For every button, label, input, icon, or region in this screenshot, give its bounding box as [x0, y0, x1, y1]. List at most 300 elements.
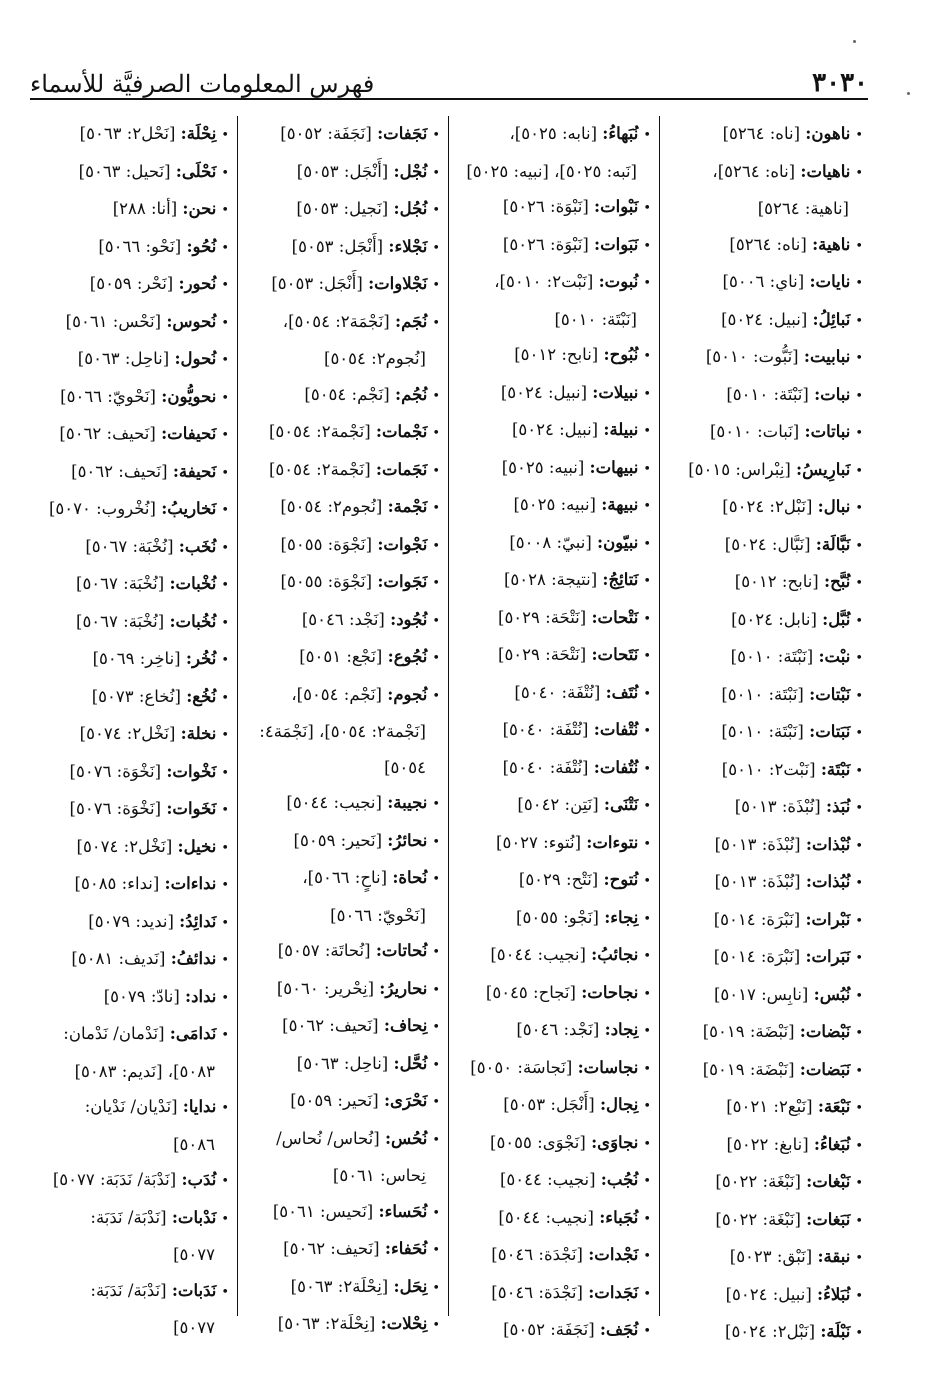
- index-entry: [455, 487, 651, 525]
- bullet-icon: •: [855, 876, 863, 891]
- entry-reference: [نَخْوَة: ٥٠٧٦]: [69, 761, 162, 781]
- entry-reference: [نجيب: ٥٠٤٤]: [498, 1207, 594, 1227]
- entry-reference: [نُبْذَة: ٥٠١٣]: [714, 834, 801, 854]
- entry-word: نِحَل:: [393, 1276, 428, 1296]
- entry-word: نَحيفة:: [172, 461, 217, 481]
- index-entry-continuation: [455, 302, 651, 338]
- bullet-icon: •: [432, 128, 440, 143]
- index-entry: [244, 564, 440, 602]
- page-number: ٣٠٣٠: [812, 68, 868, 98]
- index-entry: [455, 264, 651, 302]
- entry-word: نبيهة:: [601, 495, 639, 514]
- index-entry: [455, 1050, 651, 1088]
- bullet-icon: •: [855, 613, 863, 629]
- entry-word: ندائفُ:: [170, 949, 217, 968]
- entry-reference: [أَنْجَل: ٥٠٥٣]: [291, 236, 384, 256]
- index-entry: [666, 602, 863, 640]
- bullet-icon: •: [855, 1026, 863, 1041]
- entry-reference: [نَحير: ٥٠٥٩]: [293, 830, 383, 850]
- entry-reference: [نَبْتَة: ٥٠١٠]: [721, 684, 804, 704]
- index-entry: [244, 304, 440, 342]
- index-entry: [33, 379, 229, 417]
- entry-reference: [نَحْل٢: ٥٠٦٣]: [79, 124, 176, 143]
- entry-reference: [نَبْع٢: ٥٠٢١]: [726, 1097, 813, 1116]
- index-entry: [455, 937, 651, 975]
- bullet-icon: •: [432, 1280, 440, 1296]
- entry-word: نَبْتات:: [809, 684, 851, 704]
- entry-reference: [نَبْغَة: ٥٠٢٢]: [715, 1172, 801, 1191]
- bullet-icon: •: [221, 878, 229, 893]
- index-entry: [666, 1014, 863, 1052]
- page-header: [30, 58, 868, 96]
- bullet-icon: •: [855, 538, 863, 554]
- bullet-icon: •: [221, 915, 229, 931]
- entry-reference: [نَبْغَة: ٥٠٢٢]: [715, 1209, 801, 1229]
- entry-word: نُبَّل:: [822, 609, 851, 629]
- entry-reference: [نَجْد: ٥٠٤٦]: [301, 609, 385, 629]
- bullet-icon: •: [432, 834, 440, 850]
- entry-word: نجاسات:: [577, 1057, 639, 1077]
- entry-word: نُحُس:: [384, 1128, 428, 1148]
- entry-reference: [نَحيف: ٥٠٦٢]: [283, 1239, 380, 1258]
- entry-word: نبقة:: [817, 1247, 851, 1266]
- bullet-icon: •: [643, 911, 651, 927]
- entry-reference: [نَبْرَة: ٥٠١٤]: [713, 947, 801, 966]
- entry-word: نبيّون:: [597, 532, 639, 552]
- bullet-icon: •: [855, 688, 863, 704]
- index-entry: [33, 829, 229, 867]
- entry-reference: [نَبْت٢: ٥٠١٠]،: [494, 272, 594, 291]
- index-column-1: [660, 116, 871, 1341]
- index-entry: [33, 1200, 229, 1238]
- bullet-icon: •: [855, 388, 863, 404]
- entry-reference: [نَجَفَة: ٥٠٥٢]: [503, 1320, 595, 1339]
- index-entry: [33, 341, 229, 379]
- entry-word: نُجْل:: [393, 161, 428, 181]
- bullet-icon: •: [432, 388, 440, 404]
- index-entry: [666, 1239, 863, 1277]
- entry-reference: [ناحٍ: ٥٠٦٦]،: [302, 868, 388, 887]
- index-entry: [244, 933, 440, 971]
- entry-reference: [نبيّ: ٥٠٠٨]: [509, 532, 592, 552]
- entry-word: نَجَدات:: [588, 1282, 639, 1302]
- bullet-icon: •: [221, 165, 229, 181]
- index-entry: [244, 860, 440, 898]
- entry-reference: [نَجْمة٢: ٥٠٥٤]: [268, 422, 371, 441]
- entry-word: نبيلة:: [603, 420, 639, 439]
- entry-reference: [نَبْوَة: ٥٠٢٦]: [502, 234, 589, 254]
- index-entry: [666, 1164, 863, 1202]
- index-entry: [33, 866, 229, 904]
- entry-reference: [نُخْبَة: ٥٠٦٧]: [76, 574, 165, 593]
- entry-word: نَجْدات:: [588, 1245, 639, 1264]
- bullet-icon: •: [432, 426, 440, 441]
- entry-reference: [نَبُّوت: ٥٠١٠]: [705, 347, 799, 366]
- index-entry: [455, 189, 651, 227]
- bullet-icon: •: [855, 426, 863, 441]
- bullet-icon: •: [643, 424, 651, 439]
- entry-reference: [نُخْبَة: ٥٠٦٧]: [85, 536, 174, 556]
- index-columns: [16, 116, 871, 1341]
- index-column-2: [449, 116, 660, 1339]
- bullet-icon: •: [855, 165, 863, 181]
- entry-word: نَحيفات:: [161, 424, 217, 443]
- entry-word: نَدائِدُ:: [179, 911, 217, 931]
- bullet-icon: •: [221, 690, 229, 706]
- index-entry: [666, 264, 863, 302]
- index-entry: [244, 602, 440, 640]
- bullet-icon: •: [432, 240, 440, 256]
- index-entry: [455, 116, 651, 154]
- index-entry: [666, 714, 863, 752]
- index-entry: [244, 1121, 440, 1159]
- index-entry: [244, 639, 440, 677]
- entry-word: نُحوس:: [166, 311, 217, 331]
- index-entry-continuation: [244, 1158, 440, 1194]
- entry-reference: [ناه: ٥٢٦٤]: [722, 124, 801, 143]
- bullet-icon: •: [432, 165, 440, 181]
- entry-word: نُحَّل:: [393, 1053, 428, 1073]
- entry-word: نداد:: [185, 986, 217, 1006]
- bullet-icon: •: [221, 128, 229, 143]
- index-entry: [666, 864, 863, 902]
- index-entry: [33, 229, 229, 267]
- entry-word: نُتَف:: [605, 682, 639, 702]
- index-entry: [455, 412, 651, 450]
- entry-reference: [نَدْيان/ نَدْيان:: [84, 1097, 178, 1116]
- entry-word: ندايا:: [182, 1097, 217, 1116]
- bullet-icon: •: [643, 799, 651, 814]
- entry-word: نحويُّون:: [161, 386, 217, 406]
- entry-reference: [نَجْم: ٥٠٥٤]: [304, 384, 390, 404]
- index-entry: [455, 787, 651, 825]
- entry-reference: [نَجْو: ٥٠٥٥]: [516, 907, 599, 927]
- entry-word: نَحْلَى:: [175, 161, 217, 181]
- page-title: فهرس المعلومات الصرفيَّة للأسماء: [30, 70, 375, 98]
- index-entry: [666, 339, 863, 377]
- bullet-icon: •: [855, 988, 863, 1004]
- entry-word: نبات:: [814, 384, 851, 404]
- bullet-icon: •: [432, 1132, 440, 1148]
- index-entry-continuation: [33, 1054, 229, 1090]
- entry-reference: [نَحْس: ٥٠٦١]: [65, 311, 162, 331]
- index-entry: [244, 971, 440, 1009]
- entry-word: نَجَفات:: [377, 124, 428, 143]
- index-entry: [666, 639, 863, 677]
- scan-speck: [853, 40, 856, 43]
- entry-reference: [نَتْح: ٥٠٢٩]: [518, 870, 599, 889]
- entry-word: نبيلات:: [592, 382, 639, 402]
- entry-word: نُحول:: [174, 349, 217, 368]
- index-entry: [244, 191, 440, 229]
- entry-reference: [نَتِن: ٥٠٤٢]: [517, 795, 599, 814]
- bullet-icon: •: [221, 465, 229, 481]
- entry-word: نبيهات:: [589, 457, 639, 477]
- bullet-icon: •: [221, 1028, 229, 1043]
- bullet-icon: •: [221, 390, 229, 406]
- entry-word: نجاحات:: [581, 982, 639, 1002]
- bullet-icon: •: [855, 313, 863, 329]
- bullet-icon: •: [855, 1063, 863, 1079]
- entry-word: نبْت:: [818, 647, 851, 666]
- bullet-icon: •: [855, 1213, 863, 1229]
- entry-reference: ٥٠٥٤]: [384, 757, 426, 777]
- index-entry: [33, 1162, 229, 1200]
- bullet-icon: •: [643, 874, 651, 889]
- index-entry: [666, 1277, 863, 1315]
- bullet-icon: •: [643, 128, 651, 143]
- entry-reference: [نابح: ٥٠١٢]: [514, 345, 599, 364]
- entry-reference: [نُبْذَة: ٥٠١٣]: [714, 872, 801, 891]
- index-entry: [455, 862, 651, 900]
- entry-reference: ٥٠٧٧]: [173, 1318, 215, 1337]
- entry-word: نجائبُ:: [591, 945, 639, 964]
- entry-reference: [نَبْل٢: ٥٠٢٤]: [725, 1322, 816, 1341]
- entry-reference: [نَتْحَة: ٥٠٢٩]: [498, 607, 587, 627]
- entry-word: نَجْمات:: [375, 422, 428, 441]
- entry-word: نخيل:: [177, 836, 217, 856]
- entry-reference: [نَجيل: ٥٠٥٣]: [296, 199, 389, 218]
- bullet-icon: •: [221, 353, 229, 368]
- entry-reference: [نتيجة: ٥٠٢٨]: [503, 570, 598, 589]
- index-entry: [244, 452, 440, 490]
- bullet-icon: •: [643, 1249, 651, 1264]
- entry-reference: [نُتوء: ٥٠٢٧]: [496, 832, 582, 852]
- index-entry: [455, 675, 651, 713]
- index-entry: [33, 904, 229, 942]
- index-entry: [666, 489, 863, 527]
- bullet-icon: •: [221, 540, 229, 556]
- bullet-icon: •: [643, 499, 651, 514]
- entry-word: نباتات:: [804, 422, 851, 441]
- entry-word: ناهون:: [805, 124, 851, 143]
- entry-word: نَتْحات:: [591, 607, 639, 627]
- entry-reference: [نَبْوَة: ٥٠٢٦]: [502, 197, 589, 216]
- index-entry: [666, 977, 863, 1015]
- entry-word: نَبَتات:: [809, 722, 851, 741]
- entry-reference: [نُحاتَة: ٥٠٥٧]: [277, 941, 371, 960]
- index-entry: [33, 454, 229, 492]
- entry-reference: [نابه: ٥٠٢٥]،: [509, 124, 598, 143]
- entry-reference: نِحاس: ٥٠٦١]: [332, 1166, 426, 1185]
- index-entry: [33, 1016, 229, 1054]
- bullet-icon: •: [432, 688, 440, 704]
- index-entry: [455, 1275, 651, 1313]
- entry-reference: [نَبْضَة: ٥٠١٩]: [702, 1059, 795, 1079]
- bullet-icon: •: [643, 1286, 651, 1302]
- index-entry: [244, 785, 440, 823]
- entry-reference: ٥٠٧٧]: [173, 1245, 215, 1264]
- index-entry: [33, 716, 229, 754]
- index-entry: [455, 337, 651, 375]
- bullet-icon: •: [221, 765, 229, 781]
- entry-word: نجاوَى:: [591, 1132, 639, 1152]
- index-entry: [455, 1237, 651, 1275]
- entry-word: نحاريرُ:: [379, 978, 428, 998]
- entry-reference: [نُخاع: ٥٠٧٣]: [91, 686, 181, 706]
- entry-reference: [نَبْق: ٥٠٢٣]: [729, 1247, 813, 1266]
- bullet-icon: •: [221, 615, 229, 631]
- index-entry: [244, 823, 440, 861]
- index-entry: [33, 191, 229, 229]
- index-entry: [666, 1089, 863, 1127]
- index-entry: [666, 116, 863, 154]
- index-entry: [455, 562, 651, 600]
- entry-word: نَجْلاء:: [388, 236, 428, 256]
- index-entry: [666, 154, 863, 192]
- index-entry: [455, 450, 651, 488]
- bullet-icon: •: [432, 797, 440, 812]
- entry-word: نَدَبات:: [171, 1280, 217, 1300]
- entry-word: نُحور:: [178, 274, 217, 293]
- bullet-icon: •: [221, 953, 229, 968]
- bullet-icon: •: [221, 728, 229, 743]
- entry-word: نِجال:: [599, 1095, 639, 1114]
- entry-reference: [أَنْجَل: ٥٠٥٣]: [296, 161, 389, 181]
- entry-reference: [نَخْل٢: ٥٠٧٤]: [76, 836, 173, 856]
- entry-reference: [نَبْت٢: ٥٠١٠]: [721, 759, 816, 779]
- entry-reference: [نَخْل٢: ٥٠٧٤]: [79, 724, 176, 743]
- entry-word: نِحاف:: [383, 1016, 428, 1035]
- entry-word: نُجُم:: [395, 384, 428, 404]
- entry-reference: [نَبْضَة: ٥٠١٩]: [702, 1022, 795, 1041]
- index-entry: [455, 825, 651, 863]
- entry-reference: [نَبْتَة: ٥٠١٠]: [730, 647, 814, 666]
- entry-reference: [نَحْويّ: ٥٠٦٦]: [60, 386, 156, 406]
- entry-word: نُدَب:: [181, 1170, 217, 1189]
- entry-word: نُتوح:: [603, 870, 639, 889]
- entry-reference: [نَجْوَى: ٥٠٥٥]: [490, 1132, 586, 1152]
- entry-reference: [نُجوم٢: ٥٠٥٤]: [324, 349, 426, 368]
- index-entry: [455, 375, 651, 413]
- entry-reference: [نَجْمَة٢: ٥٠٥٤]،: [282, 311, 390, 331]
- entry-word: نُخُبات:: [169, 611, 217, 631]
- entry-word: ناهيات:: [800, 161, 851, 181]
- index-entry: [666, 902, 863, 940]
- bullet-icon: •: [643, 201, 651, 216]
- entry-reference: [نِحْلَة٢: ٥٠٦٣]: [277, 1314, 376, 1333]
- bullet-icon: •: [643, 1136, 651, 1152]
- entry-word: نُجُوع:: [387, 647, 428, 666]
- entry-word: نَتائِجُ:: [602, 570, 639, 589]
- entry-reference: [نَجْدَة: ٥٠٤٦]: [491, 1282, 583, 1302]
- bullet-icon: •: [855, 501, 863, 516]
- bullet-icon: •: [221, 578, 229, 593]
- entry-reference: [نَخْوَة: ٥٠٧٦]: [69, 799, 162, 818]
- index-entry: [666, 377, 863, 415]
- entry-word: نَحْرَى:: [383, 1091, 428, 1110]
- entry-reference: [نِحْلَة٢: ٥٠٦٣]: [290, 1276, 389, 1296]
- bullet-icon: •: [432, 945, 440, 960]
- index-entry: [244, 1306, 440, 1344]
- index-entry: [33, 529, 229, 567]
- index-entry-continuation: [33, 1127, 229, 1163]
- entry-reference: [نُتْفَة: ٥٠٤٠]: [514, 682, 601, 702]
- index-entry-continuation: [244, 341, 440, 377]
- bullet-icon: •: [855, 1326, 863, 1341]
- index-entry: [455, 750, 651, 788]
- index-entry: [244, 527, 440, 565]
- index-entry: [455, 227, 651, 265]
- entry-word: نُبَهاءُ:: [602, 124, 639, 143]
- bullet-icon: •: [432, 463, 440, 479]
- bullet-icon: •: [643, 1099, 651, 1114]
- bullet-icon: •: [643, 1324, 651, 1339]
- bullet-icon: •: [643, 986, 651, 1002]
- bullet-icon: •: [643, 238, 651, 254]
- entry-word: نَبْضات:: [799, 1022, 851, 1041]
- entry-reference: [نَدْبَة/ نَدَبَة:: [90, 1280, 167, 1300]
- index-entry: [666, 1314, 863, 1352]
- entry-word: نُبُوح:: [603, 345, 639, 364]
- entry-reference: [نَجْد: ٥٠٤٦]: [516, 1020, 600, 1039]
- entry-word: نُتْفات:: [593, 720, 639, 739]
- entry-word: نَدامَى:: [169, 1024, 217, 1043]
- entry-reference: [نبيل: ٥٠٢٤]: [511, 420, 599, 439]
- index-entry: [33, 116, 229, 154]
- entry-reference: [نَبات: ٥٠١٠]: [709, 422, 800, 441]
- entry-reference: [نابغ: ٥٠٢٢]: [726, 1134, 809, 1154]
- entry-word: نُجُب:: [600, 1170, 639, 1189]
- entry-reference: [نداء: ٥٠٨٥]: [74, 874, 160, 893]
- index-entry: [666, 827, 863, 865]
- index-column-3: [238, 116, 449, 1333]
- entry-reference: [أَنْجَل: ٥٠٥٣]: [271, 274, 363, 293]
- bullet-icon: •: [432, 576, 440, 591]
- index-entry-continuation: [666, 191, 863, 227]
- entry-reference: [نَجْمة٢: ٥٠٥٤]: [268, 459, 371, 479]
- entry-word: نُبْذات:: [805, 834, 851, 854]
- entry-reference: [ناه: ٥٢٦٤]: [729, 234, 807, 254]
- bullet-icon: •: [643, 386, 651, 402]
- entry-reference: [نجيب: ٥٠٤٤]: [499, 1170, 596, 1189]
- index-entry: [666, 1127, 863, 1165]
- entry-reference: [نَبْتَة: ٥٠١٠]: [726, 384, 809, 404]
- index-entry: [244, 377, 440, 415]
- entry-word: نَبْتَة:: [820, 759, 851, 779]
- entry-reference: [نَدْبَة/ نَدَبَة: ٥٠٧٧]: [52, 1170, 177, 1189]
- index-entry: [455, 1012, 651, 1050]
- index-entry: [666, 1052, 863, 1090]
- entry-reference: [نَجْوَة: ٥٠٥٥]: [280, 572, 373, 591]
- entry-word: نُحُو:: [186, 236, 217, 256]
- entry-reference: [نِحْرير: ٥٠٦٠]: [276, 978, 375, 998]
- entry-reference: [نَدْبَة/ نَدَبَة:: [90, 1207, 167, 1227]
- bullet-icon: •: [643, 836, 651, 852]
- bullet-icon: •: [643, 1061, 651, 1077]
- entry-word: نَبَرات:: [805, 947, 851, 966]
- bullet-icon: •: [855, 351, 863, 366]
- index-entry-continuation: [33, 1310, 229, 1346]
- entry-word: نُحَفاء:: [384, 1239, 428, 1258]
- bullet-icon: •: [221, 840, 229, 856]
- index-entry: [455, 1125, 651, 1163]
- bullet-icon: •: [432, 982, 440, 998]
- entry-reference: [نَدْمان/ نَدْمان:: [63, 1024, 165, 1043]
- entry-reference: [نَحْويّ: ٥٠٦٦]: [330, 905, 426, 925]
- entry-word: نَبَغات:: [806, 1209, 851, 1229]
- entry-reference: [ناهية: ٥٢٦٤]: [757, 199, 849, 218]
- index-entry: [455, 712, 651, 750]
- index-entry: [455, 975, 651, 1013]
- entry-reference: [نَبَّال: ٥٠٢٤]: [724, 534, 811, 554]
- index-entry-continuation: [455, 154, 651, 190]
- entry-reference: [ناخِر: ٥٠٦٩]: [92, 649, 181, 668]
- bullet-icon: •: [432, 651, 440, 666]
- bullet-icon: •: [855, 951, 863, 966]
- bullet-icon: •: [221, 203, 229, 218]
- entry-word: نَجْمة:: [387, 497, 428, 516]
